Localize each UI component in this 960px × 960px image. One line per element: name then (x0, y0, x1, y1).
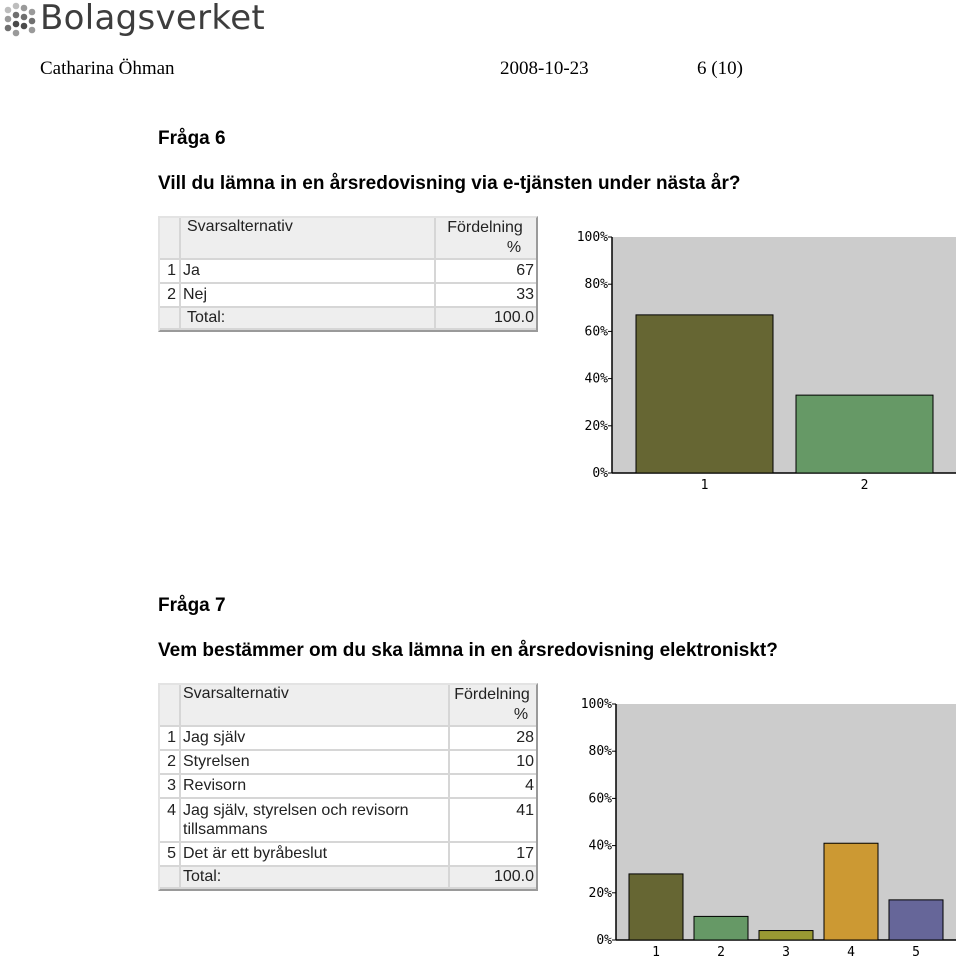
row-value: 41 (448, 799, 536, 843)
row-label: Revisorn (179, 775, 448, 799)
row-value: 10 (448, 751, 536, 775)
table-header-row (160, 685, 536, 727)
total-value: 100.0 (448, 867, 536, 889)
y-tick-label: 20% (584, 418, 608, 434)
question-7-text: Vem bestämmer om du ska lämna in en årsredovisning elektroniskt? (158, 640, 778, 661)
row-value: 33 (434, 284, 536, 308)
row-value: 4 (448, 775, 536, 799)
x-tick-label: 4 (847, 945, 855, 960)
table-row (160, 799, 536, 843)
y-tick-label: 40% (584, 371, 608, 387)
row-value: 67 (434, 260, 536, 284)
row-number: 1 (160, 727, 179, 751)
y-tick-label: 60% (584, 324, 608, 340)
y-tick-label: 80% (584, 277, 608, 293)
y-tick-label: 100% (576, 230, 608, 245)
row-value: 28 (448, 727, 536, 751)
total-label: Total: (179, 867, 448, 889)
row-value: 17 (448, 843, 536, 867)
question-6-text: Vill du lämna in en årsredovisning via e-tjänsten under nästa år? (158, 173, 741, 194)
row-number: 3 (160, 775, 179, 799)
table-row (160, 843, 536, 867)
total-label: Total: (179, 308, 434, 330)
bar (796, 395, 933, 473)
author-name: Catharina Öhman (40, 58, 175, 79)
y-tick-label: 100% (580, 697, 612, 712)
row-number: 2 (160, 751, 179, 775)
row-label: Styrelsen (179, 751, 448, 775)
question-6-result-table (158, 216, 538, 332)
total-value: 100.0 (434, 308, 536, 330)
x-tick-label: 5 (912, 945, 920, 960)
table-row (160, 775, 536, 799)
brand-name: Bolagsverket (40, 0, 266, 38)
table-row (160, 260, 536, 284)
y-tick-label: 60% (588, 791, 612, 807)
bolagsverket-logo-icon (2, 0, 40, 42)
question-6-bar-chart (572, 226, 960, 496)
question-7-result-table (158, 683, 538, 891)
row-number: 1 (160, 260, 179, 284)
table-total-row (160, 308, 536, 330)
row-label: Det är ett byråbeslut (179, 843, 448, 867)
y-tick-label: 20% (588, 885, 612, 901)
x-tick-label: 1 (652, 945, 660, 960)
row-label: Ja (179, 260, 434, 284)
x-tick-label: 2 (717, 945, 725, 960)
y-tick-label: 0% (592, 466, 608, 481)
question-7-title: Fråga 7 (158, 595, 226, 616)
row-label: Jag själv (179, 727, 448, 751)
table-row (160, 284, 536, 308)
table-total-row (160, 867, 536, 889)
column-header-distribution: Fördelning % (448, 685, 536, 727)
row-label: Nej (179, 284, 434, 308)
column-header-alternative: Svarsalternativ (179, 685, 448, 727)
row-number: 5 (160, 843, 179, 867)
table-row (160, 727, 536, 751)
document-date: 2008-10-23 (500, 58, 589, 79)
y-tick-label: 80% (588, 744, 612, 760)
row-number: 2 (160, 284, 179, 308)
table-header-row (160, 218, 536, 260)
question-6-title: Fråga 6 (158, 128, 226, 149)
table-row (160, 751, 536, 775)
question-7-bar-chart (576, 692, 958, 960)
x-tick-label: 3 (782, 945, 790, 960)
bar (694, 916, 748, 940)
bar (759, 931, 813, 940)
row-number: 4 (160, 799, 179, 843)
bar (636, 315, 773, 473)
y-tick-label: 40% (588, 838, 612, 854)
bar (889, 900, 943, 940)
row-label: Jag själv, styrelsen och revisorn tillsammans (179, 799, 448, 843)
page-number: 6 (10) (697, 58, 743, 79)
x-tick-label: 2 (860, 478, 869, 493)
x-tick-label: 1 (700, 478, 709, 493)
bar (629, 874, 683, 940)
column-header-distribution: Fördelning % (434, 218, 536, 260)
y-tick-label: 0% (596, 933, 612, 948)
column-header-alternative: Svarsalternativ (179, 218, 434, 260)
bar (824, 843, 878, 940)
